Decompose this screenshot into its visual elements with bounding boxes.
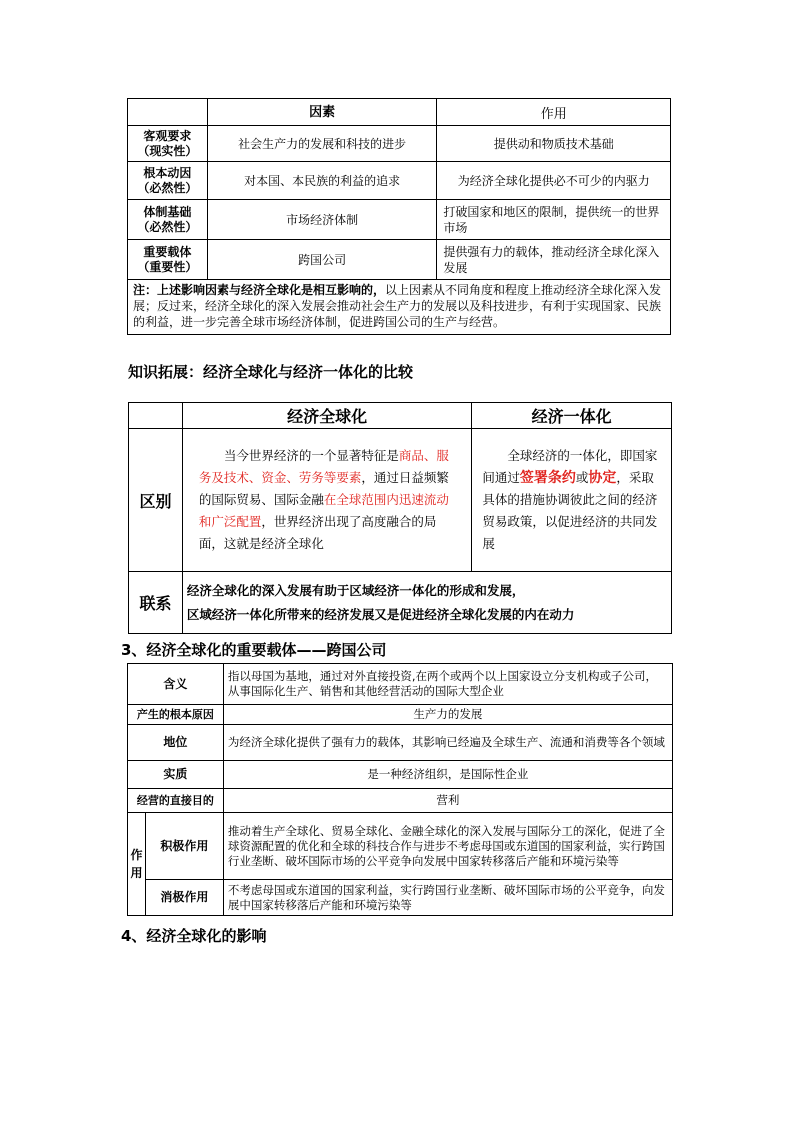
table-row	[128, 705, 673, 725]
header-integration: 经济一体化	[472, 403, 672, 429]
effect-cell: 提供动和物质技术基础	[437, 126, 671, 162]
table-row	[128, 126, 671, 162]
note-text: 以上因素从不同角度和程度上推动经济全球化深入发展；反过来，经济全球化的深入发展会推动社会生产力的发展以及科技进步，有利于实现国家、民族的利益，进一步完善全球市场经济体制，促进跨国公司的生产与经营。	[133, 283, 662, 329]
factor-cell: 对本国、本民族的利益的追求	[207, 162, 437, 200]
row-label: 产生的根本原因	[128, 705, 224, 725]
table-row	[128, 162, 671, 200]
positive-value: 推动着生产全球化、贸易全球化、金融全球化的深入发展与国际分工的深化，促进了全球资源配置的优化和全球的科技合作与进步不考虑母国或东道国的国家利益，实行跨国行业垄断、破坏国际市场的公平竞争向发展中国家转移落后产能和环境污染等	[223, 813, 672, 880]
table-row	[129, 429, 672, 572]
row-label: 重要载体 （重要性）	[128, 240, 208, 280]
table-row	[128, 761, 673, 789]
factor-cell: 跨国公司	[207, 240, 437, 280]
factor-cell: 市场经济体制	[207, 200, 437, 240]
factors-table	[127, 98, 671, 335]
row-label: 地位	[128, 725, 224, 761]
row-value: 是一种经济组织，是国际性企业	[223, 761, 672, 789]
effect-cell: 为经济全球化提供必不可少的内驱力	[437, 162, 671, 200]
table-row	[128, 880, 673, 916]
table-row	[128, 200, 671, 240]
table-row	[128, 240, 671, 280]
link-content: 经济全球化的深入发展有助于区域经济一体化的形成和发展， 区域经济一体化所带来的经济发展又是促进经济全球化发展的内在动力	[182, 572, 671, 634]
table-row	[128, 725, 673, 761]
extension-heading: 知识拓展：经济全球化与经济一体化的比较	[128, 363, 414, 381]
row-label: 实质	[128, 761, 224, 789]
comparison-table	[128, 402, 672, 634]
negative-value: 不考虑母国或东道国的国家利益，实行跨国行业垄断、破坏国际市场的公平竞争，向发展中国家转移落后产能和环境污染等	[223, 880, 672, 916]
note-bold: 上述影响因素与经济全球化是相互影响的，	[157, 283, 386, 297]
row-value: 营利	[223, 789, 672, 813]
note-cell	[128, 280, 671, 335]
effect-cell: 提供强有力的载体，推动经济全球化深入发展	[437, 240, 671, 280]
table-corner	[128, 99, 208, 126]
effect-label: 作用	[128, 813, 146, 916]
globalization-definition: 当今世界经济的一个显著特征是商品、服务及技术、资金、劳务等要素，通过日益频繁的国际贸易、国际金融在全球范围内迅速流动和广泛配置，世界经济出现了高度融合的局面，这就是经济全球化	[182, 429, 471, 572]
row-label: 含义	[128, 664, 224, 705]
link-label: 联系	[129, 572, 183, 634]
table-row	[129, 572, 672, 634]
integration-definition: 全球经济的一体化，即国家间通过签署条约或协定，采取具体的措施协调彼此之间的经济贸易政策，以促进经济的共同发展	[472, 429, 672, 572]
row-label: 经营的直接目的	[128, 789, 224, 813]
factor-cell: 社会生产力的发展和科技的进步	[207, 126, 437, 162]
row-label: 根本动因 （必然性）	[128, 162, 208, 200]
note-label: 注：	[133, 283, 158, 297]
header-factor: 因素	[207, 99, 437, 126]
effect-cell: 打破国家和地区的限制，提供统一的世界市场	[437, 200, 671, 240]
positive-label: 积极作用	[145, 813, 223, 880]
row-value: 为经济全球化提供了强有力的载体，其影响已经遍及全球生产、流通和消费等各个领域	[223, 725, 672, 761]
row-value: 生产力的发展	[223, 705, 672, 725]
section-4-heading: 4、经济全球化的影响	[121, 927, 267, 945]
negative-label: 消极作用	[145, 880, 223, 916]
table-row	[128, 813, 673, 880]
header-globalization: 经济全球化	[182, 403, 471, 429]
table-row	[128, 789, 673, 813]
section-3-heading: 3、经济全球化的重要载体——跨国公司	[121, 641, 387, 659]
row-label: 客观要求 （现实性）	[128, 126, 208, 162]
header-effect: 作用	[437, 99, 671, 126]
row-value: 指以母国为基地，通过对外直接投资,在两个或两个以上国家设立分支机构或子公司，从事国际化生产、销售和其他经营活动的国际大型企业	[223, 664, 672, 705]
table-row	[128, 664, 673, 705]
table-corner	[129, 403, 183, 429]
difference-label: 区别	[129, 429, 183, 572]
multinational-table	[127, 663, 673, 916]
row-label: 体制基础 （必然性）	[128, 200, 208, 240]
